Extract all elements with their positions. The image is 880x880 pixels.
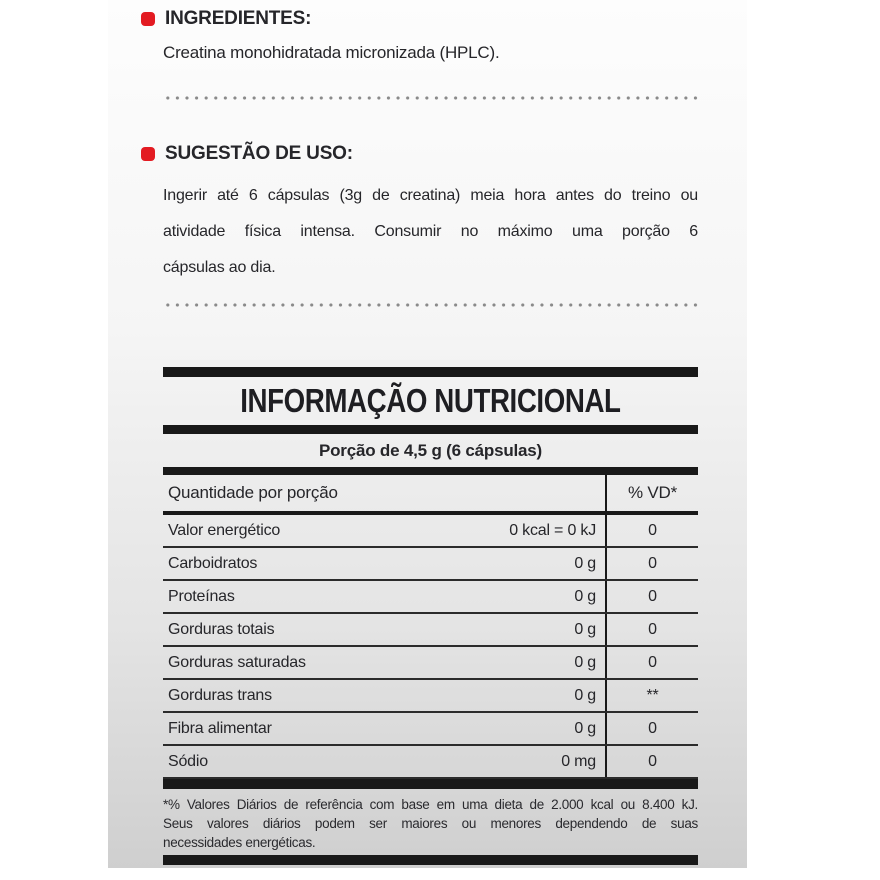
nutrient-daily-value: 0 [605,581,698,612]
footnote-line: necessidades energéticas. [163,835,316,850]
usage-section [163,144,698,286]
dotted-divider [163,303,698,307]
footnote-line: *% Valores Diários de referência com base em uma dieta de 2.000 kcal ou 8.400 kJ. [163,797,698,812]
nutrient-label: Sódio [168,752,208,770]
daily-value-footnote [163,795,698,852]
nutrient-daily-value: ** [605,680,698,711]
table-row [163,548,698,581]
nutrient-label: Gorduras saturadas [168,653,306,671]
table-row [163,581,698,614]
table-row [163,680,698,713]
table-bottom-bar [163,779,698,789]
nutrient-label: Valor energético [168,521,281,539]
nutrient-label: Gorduras totais [168,620,275,638]
nutrient-amount: 0 g [574,653,596,671]
nutrition-title-row [163,377,698,425]
nutrient-daily-value: 0 [605,614,698,645]
label-content [163,0,698,865]
table-header-row [163,475,698,515]
column-header-quantity: Quantidade por porção [168,483,338,502]
table-row [163,515,698,548]
usage-text [163,178,698,286]
table-bar [163,467,698,475]
usage-text-line: cápsulas ao dia. [163,259,276,276]
nutrient-amount: 0 kcal = 0 kJ [509,521,596,539]
usage-heading-row [141,144,698,164]
nutrient-daily-value: 0 [605,713,698,744]
nutrient-daily-value: 0 [605,647,698,678]
footnote-line: Seus valores diários podem ser maiores ou menores dependendo de suas [163,816,698,831]
table-bar [163,425,698,434]
table-row [163,614,698,647]
serving-size: Porção de 4,5 g (6 cápsulas) [318,441,543,460]
nutrient-amount: 0 g [574,620,596,638]
red-square-bullet-icon [141,147,155,161]
table-row [163,746,698,779]
dotted-divider [163,96,698,100]
nutrition-title: INFORMAÇÃO NUTRICIONAL [240,382,621,419]
table-top-bar [163,367,698,377]
table-row [163,647,698,680]
red-square-bullet-icon [141,12,155,26]
nutrient-amount: 0 g [574,686,596,704]
nutrient-daily-value: 0 [605,515,698,546]
column-header-daily-value: % VD* [605,475,698,511]
ingredients-section [163,0,698,63]
ingredients-heading: INGREDIENTES: [165,8,312,29]
nutrient-label: Gorduras trans [168,686,272,704]
nutrient-label: Carboidratos [168,554,258,572]
usage-text-line: atividade física intensa. Consumir no máximo uma porção 6 [163,223,698,240]
nutrient-daily-value: 0 [605,548,698,579]
usage-heading: SUGESTÃO DE USO: [165,143,353,164]
table-row [163,713,698,746]
table-final-bar [163,855,698,865]
nutrient-amount: 0 g [574,719,596,737]
label-panel [108,0,747,868]
nutrient-amount: 0 g [574,587,596,605]
nutrient-amount: 0 g [574,554,596,572]
nutrient-label: Fibra alimentar [168,719,272,737]
ingredients-text: Creatina monohidratada micronizada (HPLC). [163,43,500,62]
nutrition-table [163,367,698,865]
nutrient-daily-value: 0 [605,746,698,777]
ingredients-heading-row [141,9,698,29]
usage-text-line: Ingerir até 6 cápsulas (3g de creatina) meia hora antes do treino ou [163,187,698,204]
nutrient-amount: 0 mg [561,752,596,770]
nutrient-label: Proteínas [168,587,235,605]
